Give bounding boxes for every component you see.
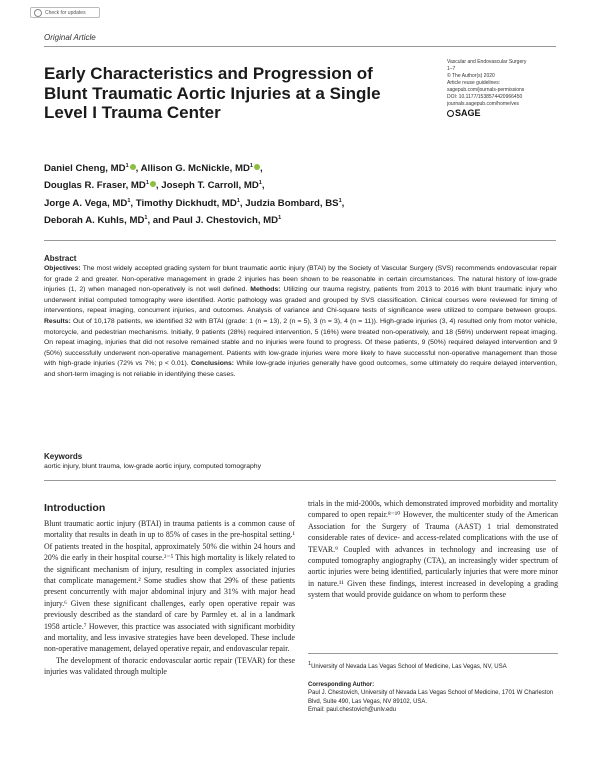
meta-copyright: © The Author(s) 2020 [447,73,495,79]
paragraph: Blunt traumatic aortic injury (BTAI) in trauma patients is a common cause of mortality that results in death in up to 85% of cases in the pre-hospital setting.¹ Of patients treated in the hospital, approximately 50% die within 24 hours and 20% die early in their hospital course.²⁻⁵ This high mortality is likely related to the significant mechanism of injury, resulting in complex associated injuries that complicate management.² Some studies show that 29% of these patients present concurrently with major abdominal injury and 31% with major head injury.⁶ Given these significant challenges, early open operative repair was previously described as the standard of care by Parmley et. al in a landmark 1958 article.⁷ However, this practice was associated with significant morbidity and mortality, and less invasive strategies have been developed. These include non-operative management, delayed operative repair, and endovascular repair. [44,519,295,654]
paragraph: The development of thoracic endovascular aortic repair (TEVAR) for these injuries was validated through multiple [44,655,295,677]
meta-doi[interactable]: DOI: 10.1177/1538574420966450 [447,94,523,100]
abstract-heading: Abstract [44,254,77,263]
abstract-divider-top [44,240,556,241]
author-list [44,159,444,228]
body-column-left [44,518,295,678]
abstract-body: Objectives: The most widely accepted grading system for blunt traumatic aortic injury (BTAI) by the Society of Vascular Surgery (SVS) recommends endovascular repair for grade 2 and greater. Non-operative management in grade 2 injuries has been shown to be reasonable in certain circumstances. The natural history of low-grade injuries (1, 2) when managed non-operatively is not well defined. Methods: Utilizing our trauma registry, patients from 2013 to 2016 with blunt traumatic injury who underwent initial computed tomography were identified. Aortic pathology was graded and grouped by SVS classification. Clinical courses were reviewed for timing of interventions, repeat imaging, concurrent injuries, and outcomes. Analysis of variance and Chi-square tests of significance were utilized to compare between groups. Results: Out of 10,178 patients, we identified 32 with BTAI (grade: 1 (n = 13), 2 (n = 5), 3 (n = 3), 4 (n = 11)). High-grade injuries (3, 4) resulted only from motor vehicle, motorcycle, and pedestrian mechanisms. Initially, 9 patients (28%) required intervention, 5 (16%) were treated non-operatively, and 18 (56%) underwent repeat imaging. On repeat imaging, injuries that did not resolve remained stable and no injuries were found to progress. Of these patients, 9 (50%) required delayed intervention and 9 (50%) successfully underwent non-operative management. Patients with low-grade injuries were more likely to have successful non-operative management than those with high-grade injuries (72% vs 7%; p < 0.01). Conclusions: While low-grade injuries generally have good outcomes, some ultimately do require delayed intervention, and short-term imaging is not reliable in identifying these cases. [44,265,557,378]
keywords-list: aortic injury, blunt trauma, low-grade aortic injury, computed tomography [44,463,261,470]
body-column-right [308,498,558,601]
author: Jorge A. Vega, $MD^1$, [44,197,136,209]
author: Deborah A. Kuhls, $MD^1$, and [44,214,173,226]
keywords-divider [44,480,556,481]
update-circle-icon [34,9,42,17]
footnotes [308,660,558,715]
header-divider [44,46,556,47]
author: Joseph T. Carroll, $MD^1$, [161,180,265,192]
badge-label: Check for updates [45,9,86,16]
meta-journal-link[interactable]: journals.sagepub.com/home/ves [447,101,519,107]
sage-ring-icon [447,110,454,117]
corresponding-address: Paul J. Chestovich, University of Nevada Las Vegas School of Medicine, 1701 W Charleston Blvd, Suite 490, Las Vegas, NV 89102, USA. [308,690,554,705]
affiliation: $^1$University of Nevada Las Vegas School of Medicine, Las Vegas, NV, USA [308,661,507,670]
author: Daniel Cheng, $MD^1$ , [44,163,141,175]
author: Paul J. Chestovich, $MD^1$ [172,214,282,226]
author: Allison G. McNickle, $MD^1$ , [140,163,263,175]
keywords-heading: Keywords [44,452,83,461]
author: Timothy Dickhudt, $MD^1$, [135,197,246,209]
publisher-name: SAGE [455,108,481,118]
meta-journal: Vascular and Endovascular Surgery [447,59,527,65]
corresponding-label: Corresponding Author: [308,681,375,688]
meta-reuse: Article reuse guidelines: [447,80,501,86]
paragraph: trials in the mid-2000s, which demonstrated improved morbidity and mortality compared to open repair.⁸⁻¹⁰ However, the multicenter study of the American Association for the Surgery of Trauma (AAST) 1 trial demonstrated considerable rates of device- and access-related complications with the use of TEVAR.⁹ Coupled with advances in technology and increasing use of computed tomography angiography (CTA), an increasingly wider spectrum of aortic injuries were being identified, particularly injuries that were more minor in nature.¹¹ Given these findings, interest increased in developing a grading system that would provide guidance on whom to perform these [308,499,558,600]
check-for-updates-badge[interactable] [30,7,100,18]
publisher-logo [447,108,481,118]
introduction-heading: Introduction [44,502,106,514]
journal-meta [447,59,562,108]
corresponding-email[interactable]: Email: paul.chestovich@unlv.edu [308,707,397,714]
author: Judzia Bombard, $BS^1$, [245,197,345,209]
article-type-label: Original Article [44,33,96,42]
footnote-divider [308,653,558,654]
meta-permissions-link[interactable]: sagepub.com/journals-permissions [447,87,525,93]
author: Douglas R. Fraser, $MD^1$ , [44,180,162,192]
meta-pages: 1–7 [447,66,456,72]
article-title: Early Characteristics and Progression of Blunt Traumatic Aortic Injuries at a Single Level I Trauma Center [44,64,381,122]
